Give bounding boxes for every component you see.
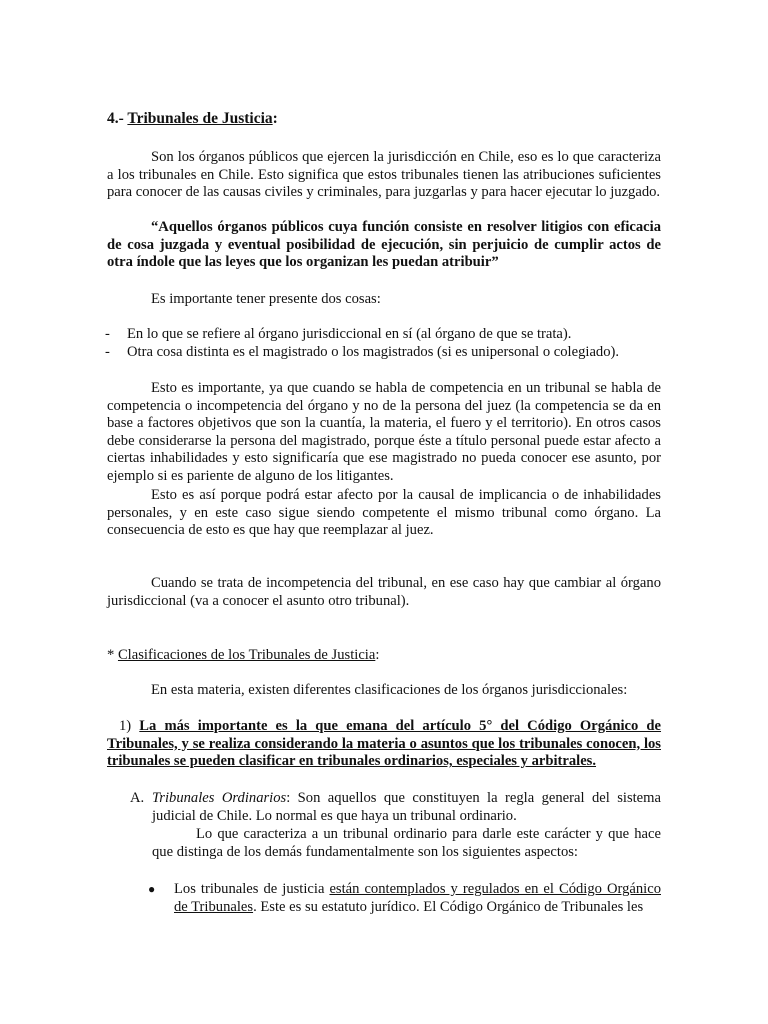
important-lead: Es importante tener presente dos cosas: <box>151 291 381 307</box>
bullet-text-underlined: están contemplados y regulados en el Código Orgánico de Tribunales <box>174 881 661 915</box>
classifications-colon: : <box>375 647 380 663</box>
definition-quote: “Aquellos órganos públicos cuya función consiste en resolver litigios con eficacia de cosa juzgada y eventual posibilidad de ejecución, sin perjuicio de cumplir actos de otra índole que las leyes que los organizan les puedan atribuir” <box>107 219 661 271</box>
classification-item-1 <box>107 718 661 771</box>
section-colon: : <box>272 110 278 127</box>
dash-marker: - <box>105 326 110 342</box>
list-item-text: En lo que se refiere al órgano jurisdiccional en sí (al órgano de que se trata). <box>127 326 572 342</box>
item-number: 1) <box>119 718 140 734</box>
sub-item-a <box>130 790 661 825</box>
list-item <box>105 326 572 344</box>
explanation-paragraph-2: Esto es así porque podrá estar afecto por la causal de implicancia o de inhabilidades personales, y en este caso sigue siendo competente el mismo tribunal como órgano. La consecuencia de esto es que hay que reemplazar al juez. <box>107 487 661 539</box>
classifications-heading <box>107 647 661 665</box>
sub-item-marker: A. <box>130 790 145 806</box>
dash-marker: - <box>105 344 110 360</box>
item-1-text: La más importante es la que emana del artículo 5° del Código Orgánico de Tribunales, y se realiza considerando la materia o asuntos que los tribunales conocen, los tribunales se pueden clasificar en tribunales ordinarios, especiales y arbitrales. <box>107 718 662 770</box>
intro-paragraph: Son los órganos públicos que ejercen la jurisdicción en Chile, eso es lo que caracteriza a los tribunales en Chile. Esto significa que estos tribunales tienen las atribuciones suficientes para conocer de las causas civiles y criminales, para juzgarlas y para hacer ejecutar lo juzgado. <box>107 149 661 201</box>
list-item <box>105 344 620 362</box>
sub-item-text: : Son aquellos que constituyen la regla general del sistema judicial de Chile. Lo normal es que haya un tribunal ordinario. <box>152 790 661 824</box>
section-number: 4.- <box>107 110 128 127</box>
bullet-text-pre: Los tribunales de justicia <box>174 881 330 897</box>
classifications-title: Clasificaciones de los Tribunales de Justicia <box>117 647 376 663</box>
list-item-text: Otra cosa distinta es el magistrado o los magistrados (si es unipersonal o colegiado). <box>127 344 620 360</box>
sub-item-term: Tribunales Ordinarios <box>152 790 287 806</box>
explanation-paragraph: Esto es importante, ya que cuando se habla de competencia en un tribunal se habla de competencia o incompetencia del órgano y no de la persona del juez (la competencia se da en base a factores objetivos que son la cuantía, la materia, el fuero y el territorio). En otros casos debe considerarse la persona del magistrado, porque éste a título personal puede estar afecto a ciertas inhabilidades y esto significaría que ese magistrado no pueda conocer ese asunto, por ejemplo si es pariente de alguno de los litigantes. <box>107 380 661 484</box>
bullet-text-post: . Este es su estatuto jurídico. El Código Orgánico de Tribunales les <box>253 898 644 915</box>
section-heading <box>107 110 661 128</box>
section-title: Tribunales de Justicia <box>127 110 273 127</box>
classifications-lead: En esta materia, existen diferentes clasificaciones de los órganos jurisdiccionales: <box>151 682 628 698</box>
bullet-icon: ● <box>148 882 156 896</box>
star-marker: * <box>107 647 118 663</box>
incompetence-paragraph: Cuando se trata de incompetencia del tribunal, en ese caso hay que cambiar al órgano jurisdiccional (va a conocer el asunto otro tribunal). <box>107 575 661 609</box>
bullet-item <box>148 881 661 916</box>
sub-item-a-paragraph: Lo que caracteriza a un tribunal ordinario para darle este carácter y que hace que distinga de los demás fundamentalmente son los siguientes aspectos: <box>152 826 661 860</box>
